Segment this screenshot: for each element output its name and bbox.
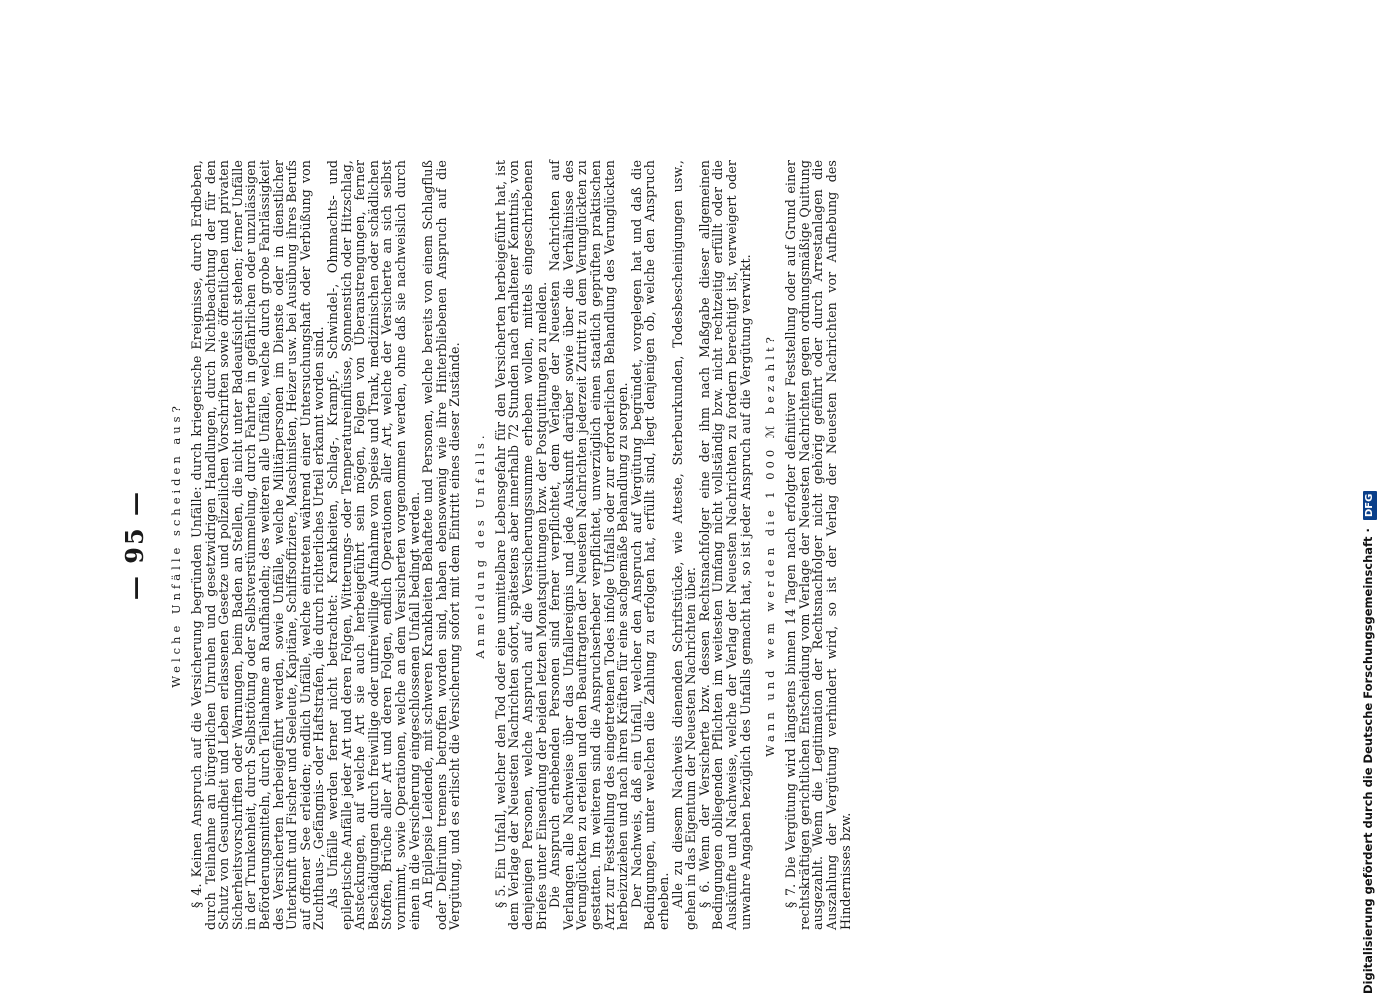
paragraph: An Epilepsie Leidende, mit schweren Krankheiten Behaftete und Personen, welche bereits von einem Schlagfluß oder Delirium tremens betroffen worden sind, haben ebensowenig wie ihre Hinterbliebenen Anspruch auf die Vergütung, und es erlischt die Versicherung sofort mit dem Eintritt eines dieser Zustände.: [420, 160, 463, 930]
section-heading: Anmeldung des Unfalls.: [472, 431, 487, 659]
paragraph: § 6. Wenn der Versicherte bzw. dessen Rechtsnachfolger eine der ihm nach Maßgabe dieser allgemeinen Bedingungen obliegenden Pflichten im weitesten Umfang nicht vollständig bzw. nicht rechtzeitig erfüllt oder die Auskünfte und Nachweise, welche der Verlag der Neuesten Nachrichten zu fordern berechtigt ist, verweigert oder unwahre Angaben bezüglich des Unfalls gemacht hat, so ist jeder Anspruch auf die Vergütung verwirkt.: [696, 160, 753, 930]
document-page: [118, 160, 1268, 930]
paragraph: Als Unfälle werden ferner nicht betrachtet: Krankheiten, Schlag-, Krampf-, Schwindel-, Ohnmachts- und epileptische Anfälle jeder Art und deren Folgen, Witterungs- oder Temperatureinflüsse, Sonnenstich oder Hitzschlag, Ansteckungen, auf welche Art sie auch herbeigeführt sein mögen, Folgen von Überanstrengungen, ferner Beschädigungen durch freiwillige oder unfreiwillige Aufnahme von Speise und Trank, medizinischen oder schädlichen Stoffen, Brüche aller Art und deren Folgen, endlich Operationen aller Art, welche der Versicherte an sich selbst vornimmt, sowie Operationen, welche an dem Versicherten vorgenommen werden, ohne daß sie nachweislich durch einen in die Versicherung eingeschlossenen Unfall bedingt werden.: [324, 160, 422, 930]
paragraph: § 4. Keinen Anspruch auf die Versicherung begründen Unfälle: durch kriegerische Ereignisse, durch Erdbeben, durch Teilnahme an bürgerlichen Unruhen und gesetzwidrigen Handlungen, durch Nichtbeachtung der für den Schutz von Gesundheit und Leben erlassenen Gesetze und polizeilichen Vorschriften sowie öffentlichen und privaten Sicherheitsvorschriften oder Warnungen, beim Baden an Stellen, die nicht unter Badeaufsicht stehen; ferner Unfälle in der Trunkenheit, durch Selbsttötung oder Selbstverstümmelung, durch Fahrten in gefährlichen oder unzulässigen Beförderungsmitteln, durch Teilnahme an Raufhändeln; des weiteren alle Unfälle, welche durch grobe Fahrlässigkeit des Versicherten herbeigeführt werden, sowie Unfälle, welche Militärpersonen im Dienste oder in dienstlicher Unterkunft und Fischer und Seeleute, Kapitäne, Schiffsoffiziere, Maschinisten, Heizer usw. bei Ausübung ihres Berufs auf offener See erleiden; endlich Unfälle, welche eintreten während einer Untersuchungshaft oder Verbüßung von Zuchthaus-, Gefängnis- oder Haftstrafen, die durch richterliches Urteil erkannt worden sind.: [189, 160, 327, 930]
page-number: — 95 —: [120, 489, 149, 601]
paragraph: § 7. Die Vergütung wird längstens binnen 14 Tagen nach erfolgter definitiver Feststellung oder auf Grund einer rechtskräftigen gerichtlichen Entscheidung vom Verlage der Neuesten Nachrichten gegen ordnungsmäßige Quittung ausgezahlt. Wenn die Legitimation der Rechtsnachfolger nicht gehörig geführt oder durch Arrestanlagen die Auszahlung der Vergütung verhindert wird, so ist der Verlag der Neuesten Nachrichten vor Aufhebung des Hindernisses bzw.: [783, 160, 853, 930]
paragraph: Die Anspruch erhebenden Personen sind ferner verpflichtet, dem Verlage der Neuesten Nachrichten auf Verlangen alle Nachweise über das Unfallereignis und jede Auskunft darüber sowie über die Verhältnisse des Verunglückten zu erteilen und den Beauftragten der Neuesten Nachrichten jederzeit Zutritt zu dem Verunglückten zu gestatten. Im weiteren sind die Anspruchserheber verpflichtet, unverzüglich einen staatlich geprüften praktischen Arzt zur Feststellung des eingetretenen Todes infolge Unfalls oder zur erforderlichen Behandlung des Verunglückten herbeizuziehen und nach ihren Kräften für eine sachgemäße Behandlung zu sorgen.: [547, 160, 631, 930]
digitization-watermark: [1357, 4, 1379, 994]
section-heading: Welche Unfälle scheiden aus?: [169, 402, 183, 688]
section-registration: [472, 160, 752, 930]
dfg-logo: DFG: [1363, 491, 1377, 520]
section-exclusions: [168, 160, 462, 930]
watermark-text: Digitalisierung gefördert durch die Deutsche Forschungsgemeinschaft ·: [1361, 528, 1375, 994]
section-heading: Wann und wem werden die 1 000 ℳ bezahlt?: [763, 333, 778, 757]
paragraph: Der Nachweis, daß ein Unfall, welcher den Anspruch auf Vergütung begründet, vorgelegen hat und daß die Bedingungen, unter welchen die Zahlung zu erfolgen hat, erfüllt sind, liegt denjenigen ob, welche den Anspruch erheben.: [628, 160, 671, 930]
paragraph: § 5. Ein Unfall, welcher den Tod oder eine unmittelbare Lebensgefahr für den Versicherten herbeigeführt hat, ist dem Verlage der Neuesten Nachrichten sofort, spätestens aber innerhalb 72 Stunden nach erhaltener Kenntnis, von denjenigen Personen, welche Anspruch auf die Versicherungssumme erheben wollen, mittels eingeschriebenen Briefes unter Einsendung der beiden letzten Monatsquittungen bzw. der Postquittungen zu melden.: [492, 160, 549, 930]
section-payment: [762, 160, 852, 930]
page-body: [162, 160, 852, 930]
paragraph: Alle zu diesem Nachweis dienenden Schriftstücke, wie Atteste, Sterbeurkunden, Todesbescheinigungen usw., gehen in das Eigentum der Neuesten Nachrichten über.: [669, 160, 699, 930]
